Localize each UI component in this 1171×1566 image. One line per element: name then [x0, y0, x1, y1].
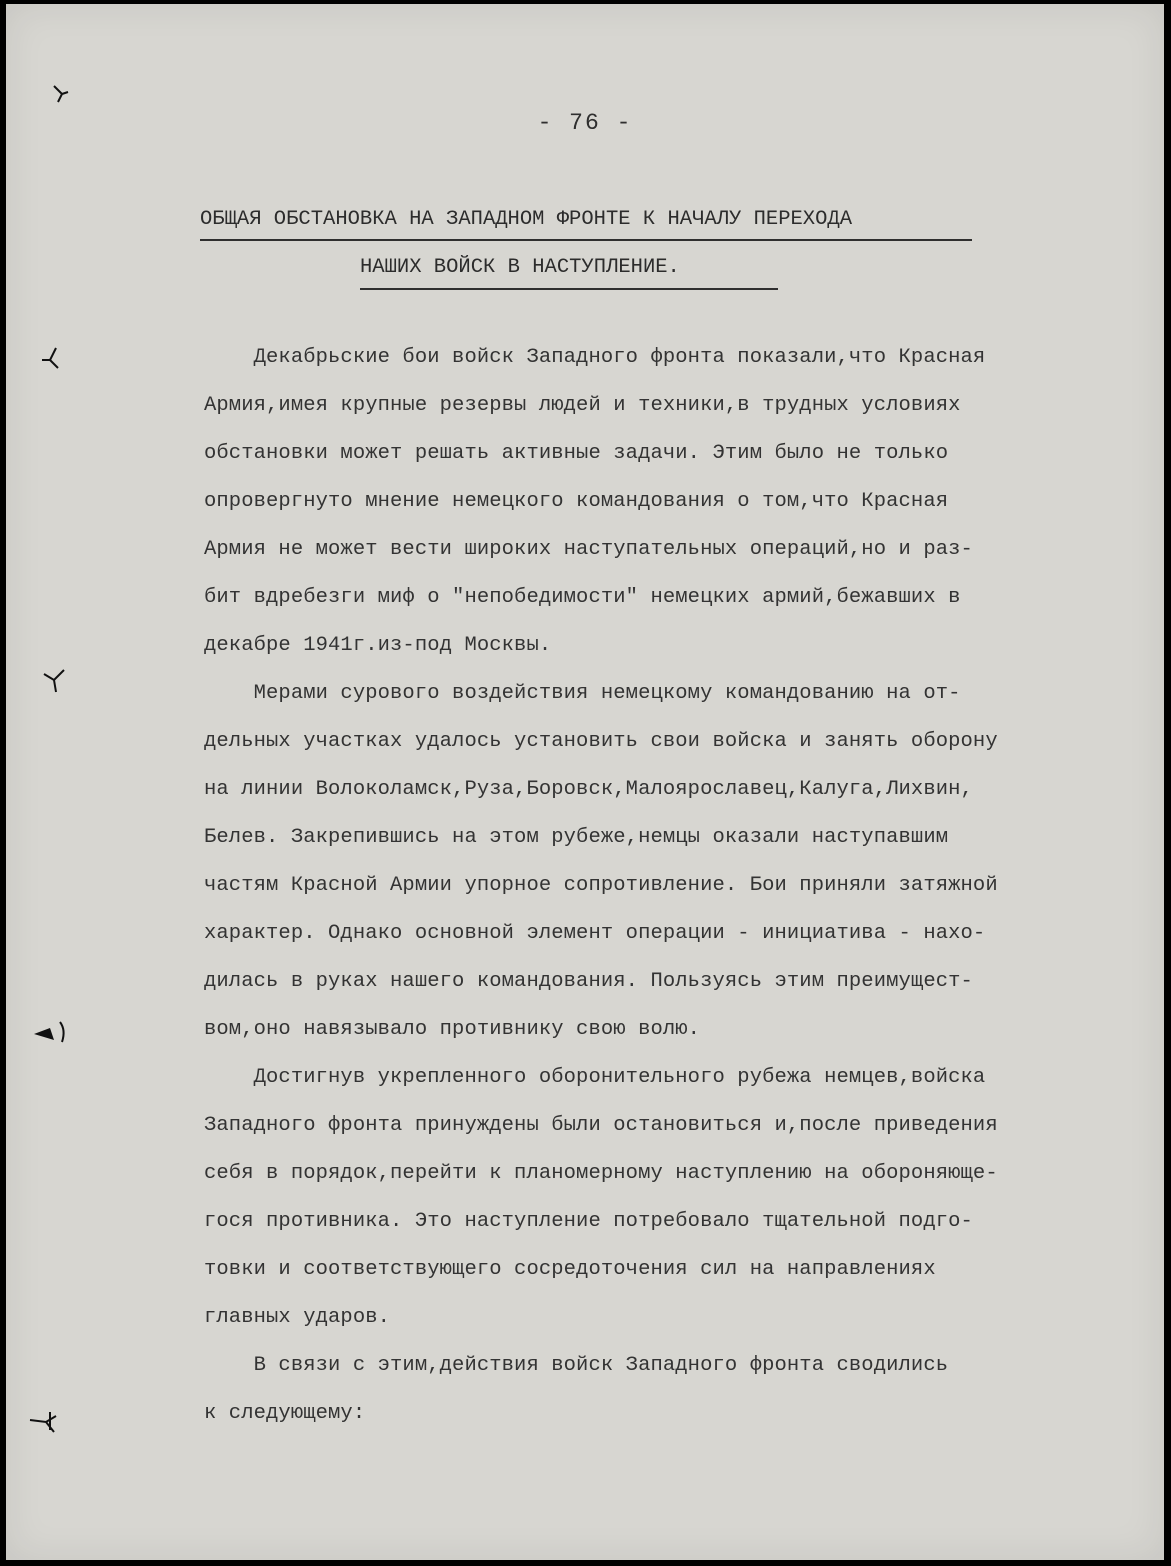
body-line: частям Красной Армии упорное сопротивление. Бои приняли затяжной	[204, 874, 998, 897]
body-line: вом,оно навязывало противнику свою волю.	[204, 1018, 701, 1041]
body-line: дилась в руках нашего командования. Пользуясь этим преимущест-	[204, 970, 973, 993]
body-line: опровергнуто мнение немецкого командования о том,что Красная	[204, 490, 949, 513]
document-page	[6, 4, 1164, 1560]
body-line: Декабрьские бои войск Западного фронта показали,что Красная	[204, 346, 986, 369]
body-line: Армия не может вести широких наступательных операций,но и раз-	[204, 538, 973, 561]
body-line: характер. Однако основной элемент операции - инициатива - нахо-	[204, 922, 986, 945]
heading-line-1: ОБЩАЯ ОБСТАНОВКА НА ЗАПАДНОМ ФРОНТЕ К НАЧАЛУ ПЕРЕХОДА	[200, 208, 972, 241]
body-line: товки и соответствующего сосредоточения сил на направлениях	[204, 1258, 936, 1281]
body-line: на линии Волоколамск,Руза,Боровск,Малоярославец,Калуга,Лихвин,	[204, 778, 973, 801]
punch-hole-mark	[50, 82, 72, 110]
body-line: декабре 1941г.из-под Москвы.	[204, 634, 552, 657]
body-line: Армия,имея крупные резервы людей и техники,в трудных условиях	[204, 394, 961, 417]
body-line: Белев. Закрепившись на этом рубеже,немцы оказали наступавшим	[204, 826, 949, 849]
body-line: Мерами сурового воздействия немецкому командованию на от-	[204, 682, 961, 705]
punch-hole-mark	[42, 668, 68, 700]
body-line: дельных участках удалось установить свои войска и занять оборону	[204, 730, 998, 753]
punch-hole-mark	[40, 346, 62, 378]
body-line: Достигнув укрепленного оборонительного рубежа немцев,войска	[204, 1066, 986, 1089]
page-number: - 76 -	[537, 110, 633, 136]
body-line: бит вдребезги миф о "непобедимости" немецких армий,бежавших в	[204, 586, 961, 609]
heading-line-2: НАШИХ ВОЙСК В НАСТУПЛЕНИЕ.	[360, 256, 778, 290]
body-line: главных ударов.	[204, 1306, 391, 1329]
body-line: Западного фронта принуждены были остановиться и,после приведения	[204, 1114, 998, 1137]
punch-hole-mark	[30, 1018, 70, 1054]
body-line: к следующему:	[204, 1402, 366, 1425]
body-line: обстановки может решать активные задачи. Этим было не только	[204, 442, 949, 465]
body-line: В связи с этим,действия войск Западного фронта сводились	[204, 1354, 949, 1377]
punch-hole-mark	[28, 1408, 68, 1440]
body-line: себя в порядок,перейти к планомерному наступлению на обороняюще-	[204, 1162, 998, 1185]
body-line: гося противника. Это наступление потребовало тщательной подго-	[204, 1210, 973, 1233]
